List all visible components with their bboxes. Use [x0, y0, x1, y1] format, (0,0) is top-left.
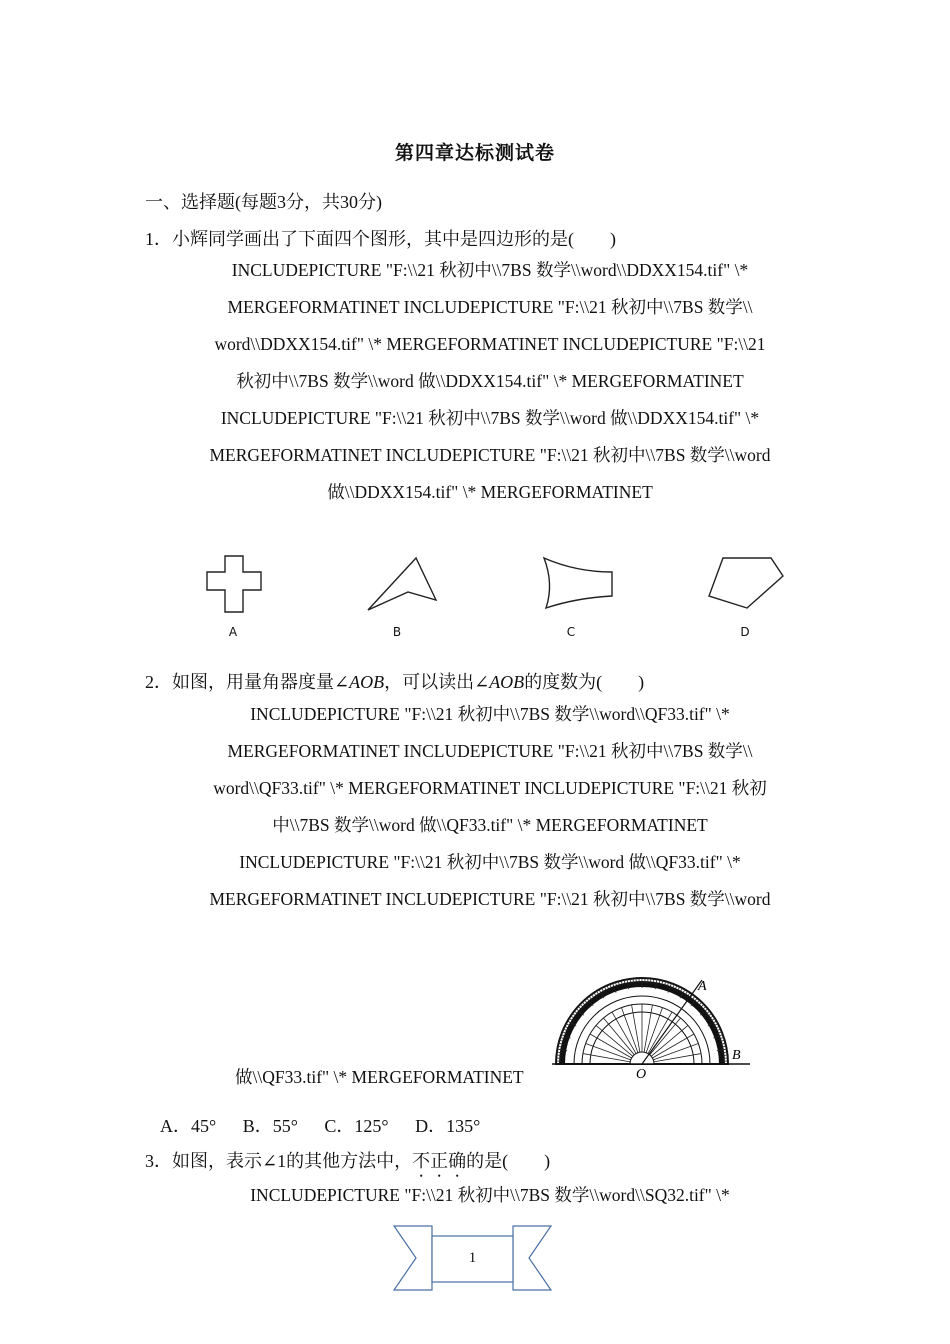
question-1-field-code	[160, 252, 820, 511]
option-d[interactable]: D．135°	[415, 1116, 481, 1136]
question-2-stem: 2．如图，用量角器度量∠AOB，可以读出∠AOB的度数为( )	[145, 672, 645, 692]
option-c[interactable]: C．125°	[324, 1116, 389, 1136]
question-1-figures	[190, 548, 800, 643]
field-line: MERGEFORMATINET INCLUDEPICTURE "F:\\21 秋初中\\7BS 数学\\word	[209, 889, 771, 909]
field-line: INCLUDEPICTURE "F:\\21 秋初中\\7BS 数学\\word 做\\DDXX154.tif" \*	[220, 408, 760, 428]
figure-a	[178, 548, 288, 639]
figure-label: B	[392, 625, 402, 639]
figure-label: A	[228, 625, 238, 639]
figure-label: D	[740, 625, 750, 639]
field-line: MERGEFORMATINET INCLUDEPICTURE "F:\\21 秋初中\\7BS 数学\\word	[209, 445, 771, 465]
field-line: MERGEFORMATINET INCLUDEPICTURE "F:\\21 秋初中\\7BS 数学\\	[227, 297, 753, 317]
question-3-field-code	[160, 1177, 820, 1214]
question-3-stem: 3．如图，表示∠1的其他方法中，不正确的是( )	[145, 1151, 551, 1171]
field-line: 中\\7BS 数学\\word 做\\QF33.tif" \* MERGEFORMATINET	[272, 815, 708, 835]
option-b[interactable]: B．55°	[242, 1116, 298, 1136]
question-2-field-code	[160, 696, 820, 918]
protractor-tick	[650, 978, 651, 983]
pentagon-figure	[695, 548, 795, 618]
page-footer	[390, 1222, 555, 1294]
protractor-tick	[633, 978, 634, 983]
section-heading: 一、选择题(每题3分，共30分)	[145, 192, 382, 212]
field-line: word\\DDXX154.tif" \* MERGEFORMATINET INCLUDEPICTURE "F:\\21	[214, 334, 766, 354]
field-line: 秋初中\\7BS 数学\\word 做\\DDXX154.tif" \* MERGEFORMATINET	[236, 371, 744, 391]
arrowhead-shape-figure	[352, 548, 442, 618]
cross-shape-figure	[193, 548, 273, 618]
field-line: INCLUDEPICTURE "F:\\21 秋初中\\7BS 数学\\word\\QF33.tif" \*	[250, 704, 730, 724]
point-o-label: O	[636, 1067, 647, 1080]
field-line: INCLUDEPICTURE "F:\\21 秋初中\\7BS 数学\\word\\DDXX154.tif" \*	[231, 260, 749, 280]
question-2-options	[160, 1112, 502, 1138]
field-line: INCLUDEPICTURE "F:\\21 秋初中\\7BS 数学\\word\\SQ32.tif" \*	[250, 1185, 730, 1205]
point-a-label: A	[698, 979, 707, 994]
figure-d	[690, 548, 800, 639]
protractor-tick	[556, 1055, 561, 1056]
question-1-stem: 1．小辉同学画出了下面四个图形，其中是四边形的是( )	[145, 229, 616, 249]
point-b-label: B	[732, 1048, 741, 1063]
field-line: 做\\DDXX154.tif" \* MERGEFORMATINET	[327, 482, 653, 502]
figure-label: C	[566, 625, 576, 639]
page-title: 第四章达标测试卷	[394, 143, 555, 164]
protractor-tick	[723, 1055, 728, 1056]
emphasized-text: 不正确	[412, 1151, 467, 1171]
field-line: MERGEFORMATINET INCLUDEPICTURE "F:\\21 秋初中\\7BS 数学\\	[227, 741, 753, 761]
page-number: 1	[468, 1250, 477, 1266]
curved-quad-figure	[526, 548, 616, 618]
field-line: word\\QF33.tif" \* MERGEFORMATINET INCLUDEPICTURE "F:\\21 秋初	[213, 778, 767, 798]
figure-c	[516, 548, 626, 639]
figure-b	[342, 548, 452, 639]
option-a[interactable]: A．45°	[160, 1116, 217, 1136]
question-2-field-tail: 做\\QF33.tif" \* MERGEFORMATINET	[235, 1067, 524, 1087]
field-line: INCLUDEPICTURE "F:\\21 秋初中\\7BS 数学\\word 做\\QF33.tif" \*	[239, 852, 741, 872]
protractor-figure	[552, 970, 752, 1080]
